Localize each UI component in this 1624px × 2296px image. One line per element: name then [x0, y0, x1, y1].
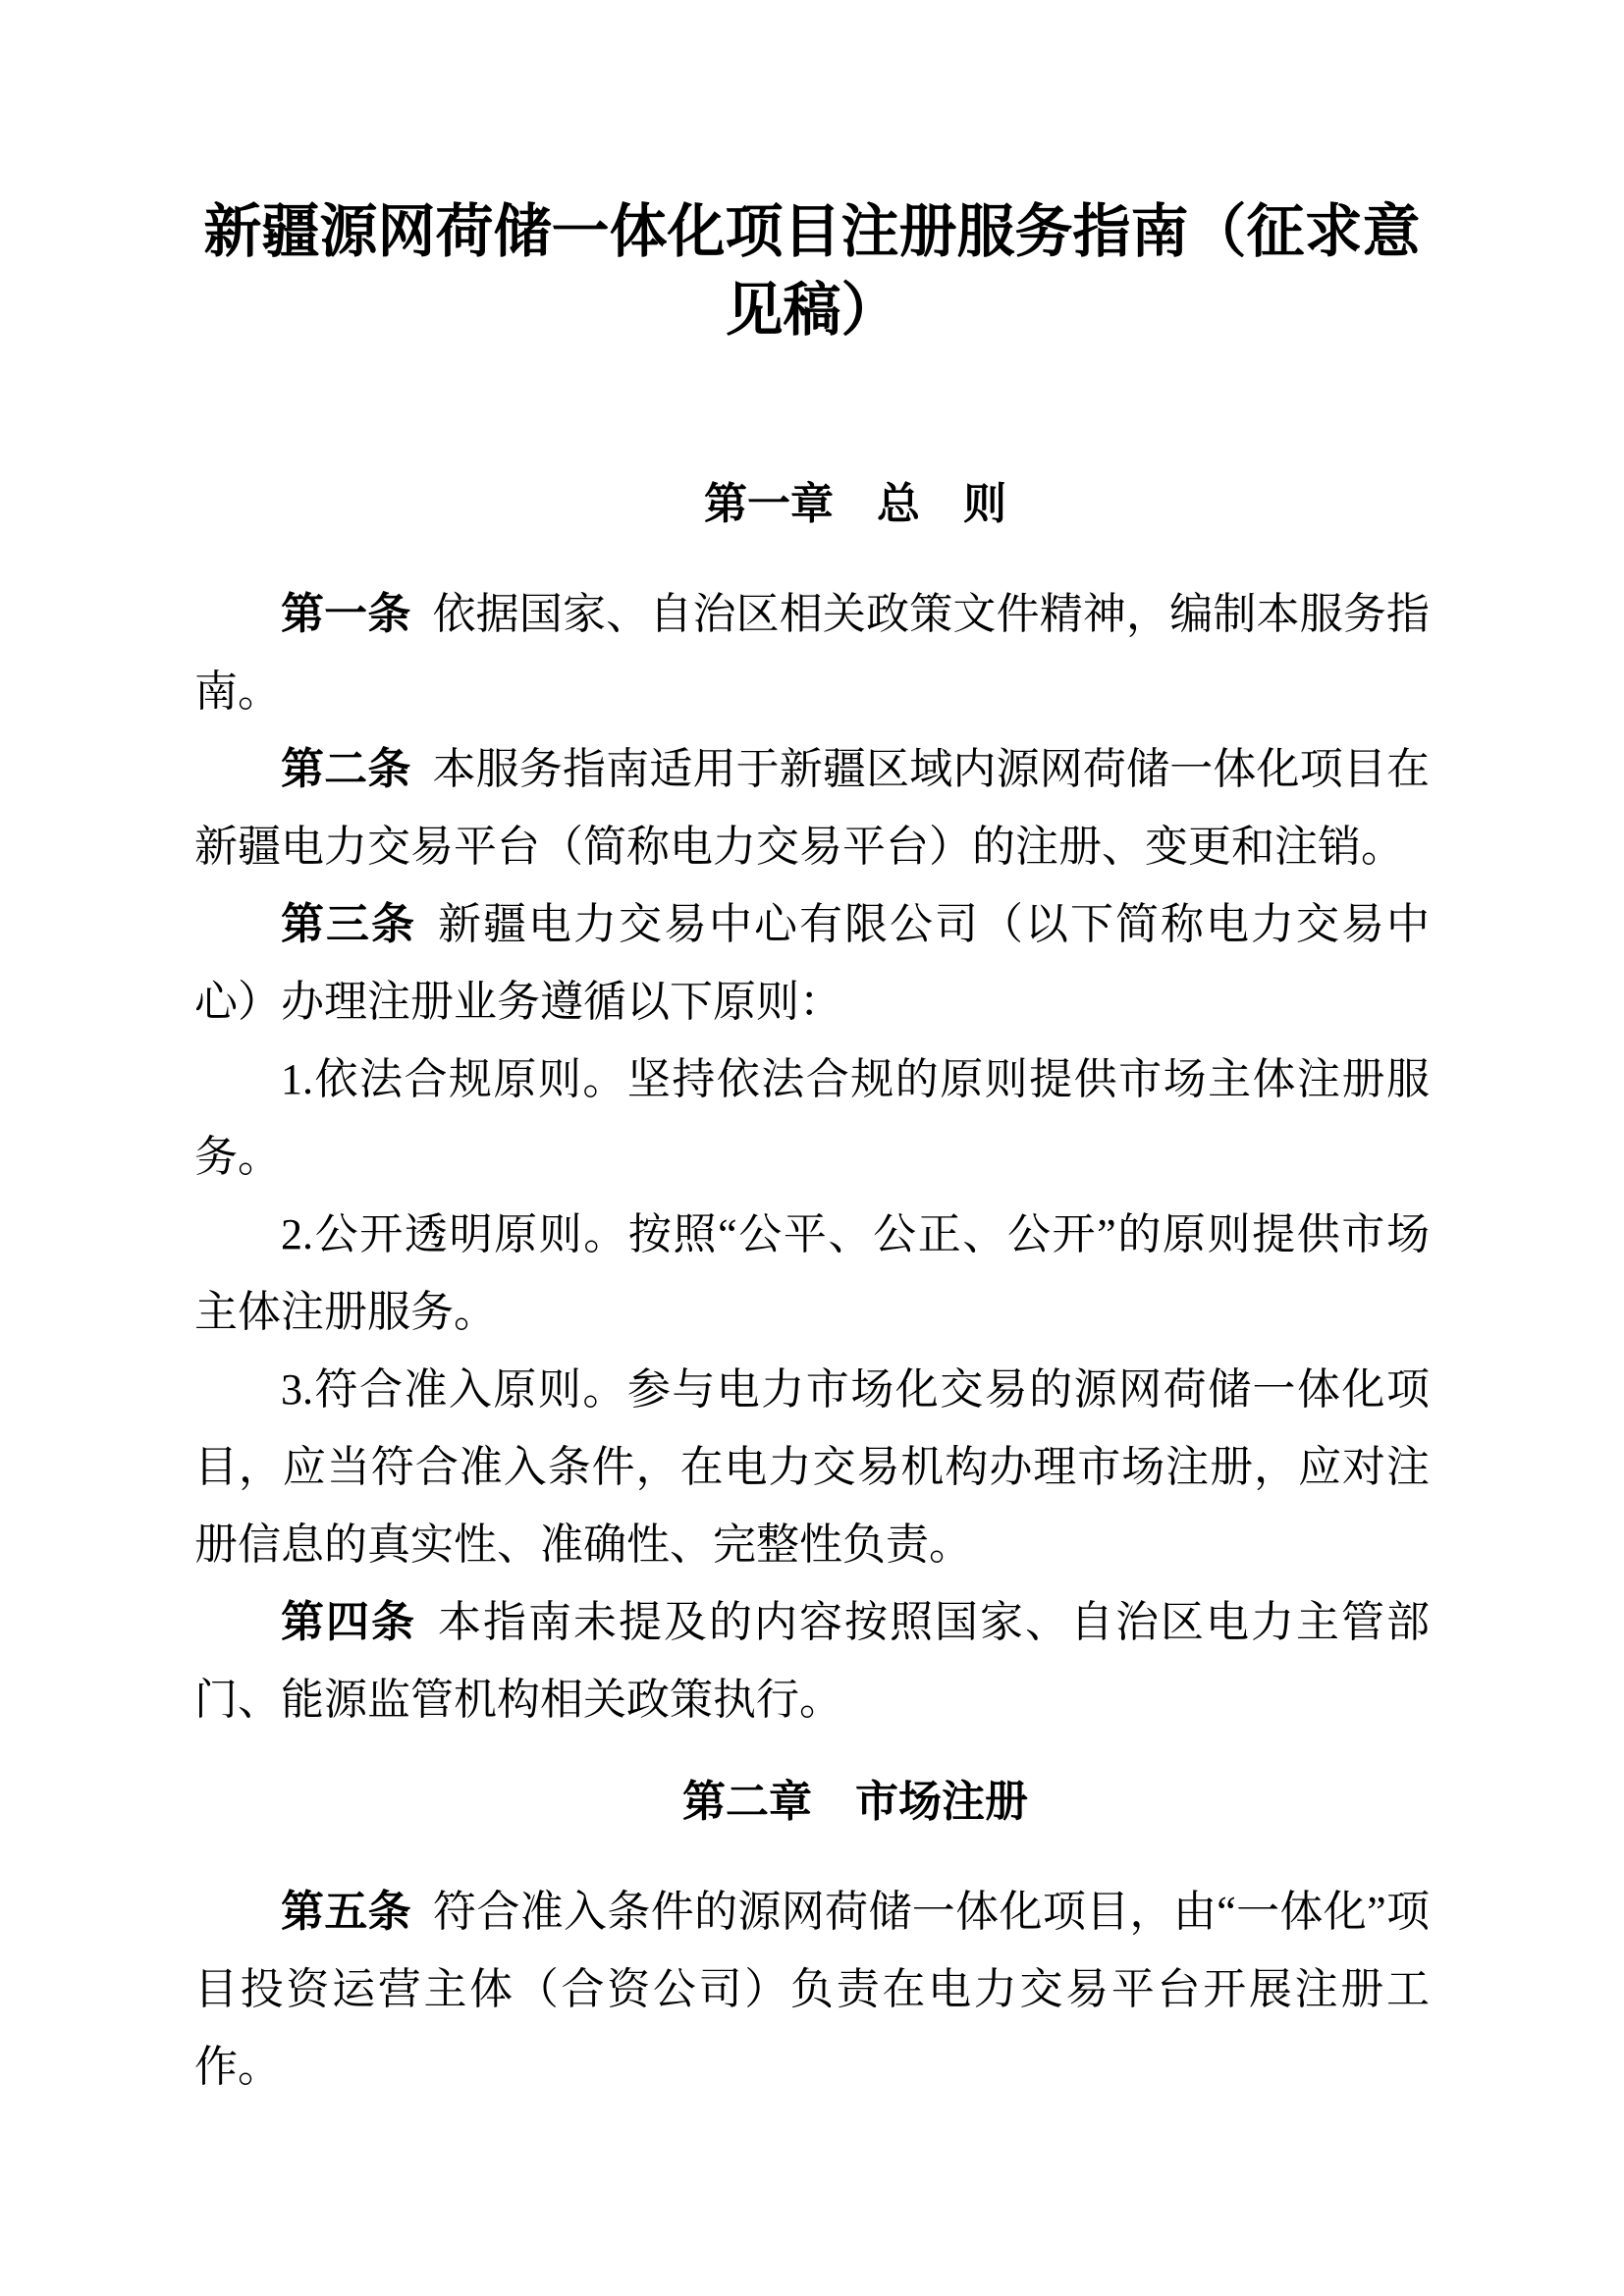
article-2-paragraph [194, 730, 1430, 885]
article-3-label: 第三条 [281, 900, 416, 948]
article-2-label: 第二条 [281, 745, 411, 793]
principle-item-1-text: 1.依法合规原则。坚持依法合规的原则提供市场主体注册服务。 [194, 1055, 1430, 1181]
article-4-label: 第四条 [281, 1598, 416, 1646]
article-4-text: 本指南未提及的内容按照国家、自治区电力主管部门、能源监管机构相关政策执行。 [194, 1598, 1430, 1724]
article-1-text: 依据国家、自治区相关政策文件精神，编制本服务指南。 [194, 590, 1431, 716]
article-4-paragraph [194, 1583, 1430, 1738]
article-5-text: 符合准入条件的源网荷储一体化项目，由“一体化”项目投资运营主体（合资公司）负责在电力交易平台开展注册工作。 [194, 1888, 1430, 2091]
article-2-text: 本服务指南适用于新疆区域内源网荷储一体化项目在新疆电力交易平台（简称电力交易平台）的注册、变更和注销。 [194, 745, 1431, 871]
principle-item-1 [194, 1041, 1430, 1196]
principle-item-2 [194, 1196, 1430, 1351]
article-3-text: 新疆电力交易中心有限公司（以下简称电力交易中心）办理注册业务遵循以下原则： [194, 900, 1430, 1026]
article-1-label: 第一条 [281, 590, 411, 638]
article-1-paragraph [194, 575, 1430, 730]
principle-item-2-text: 2.公开透明原则。按照“公平、公正、公开”的原则提供市场主体注册服务。 [194, 1210, 1430, 1336]
principle-item-3-text: 3.符合准入原则。参与电力市场化交易的源网荷储一体化项目，应当符合准入条件，在电力交易机构办理市场注册，应对注册信息的真实性、准确性、完整性负责。 [194, 1365, 1430, 1569]
document-title: 新疆源网荷储一体化项目注册服务指南（征求意见稿） [203, 199, 1421, 343]
principle-item-3 [194, 1351, 1430, 1583]
article-5-label: 第五条 [281, 1888, 412, 1936]
article-5-paragraph [194, 1873, 1430, 2106]
chapter-1-heading: 第一章 总 则 [704, 480, 1006, 528]
article-3-paragraph [194, 885, 1430, 1041]
chapter-2-heading: 第二章 市场注册 [682, 1778, 1028, 1826]
